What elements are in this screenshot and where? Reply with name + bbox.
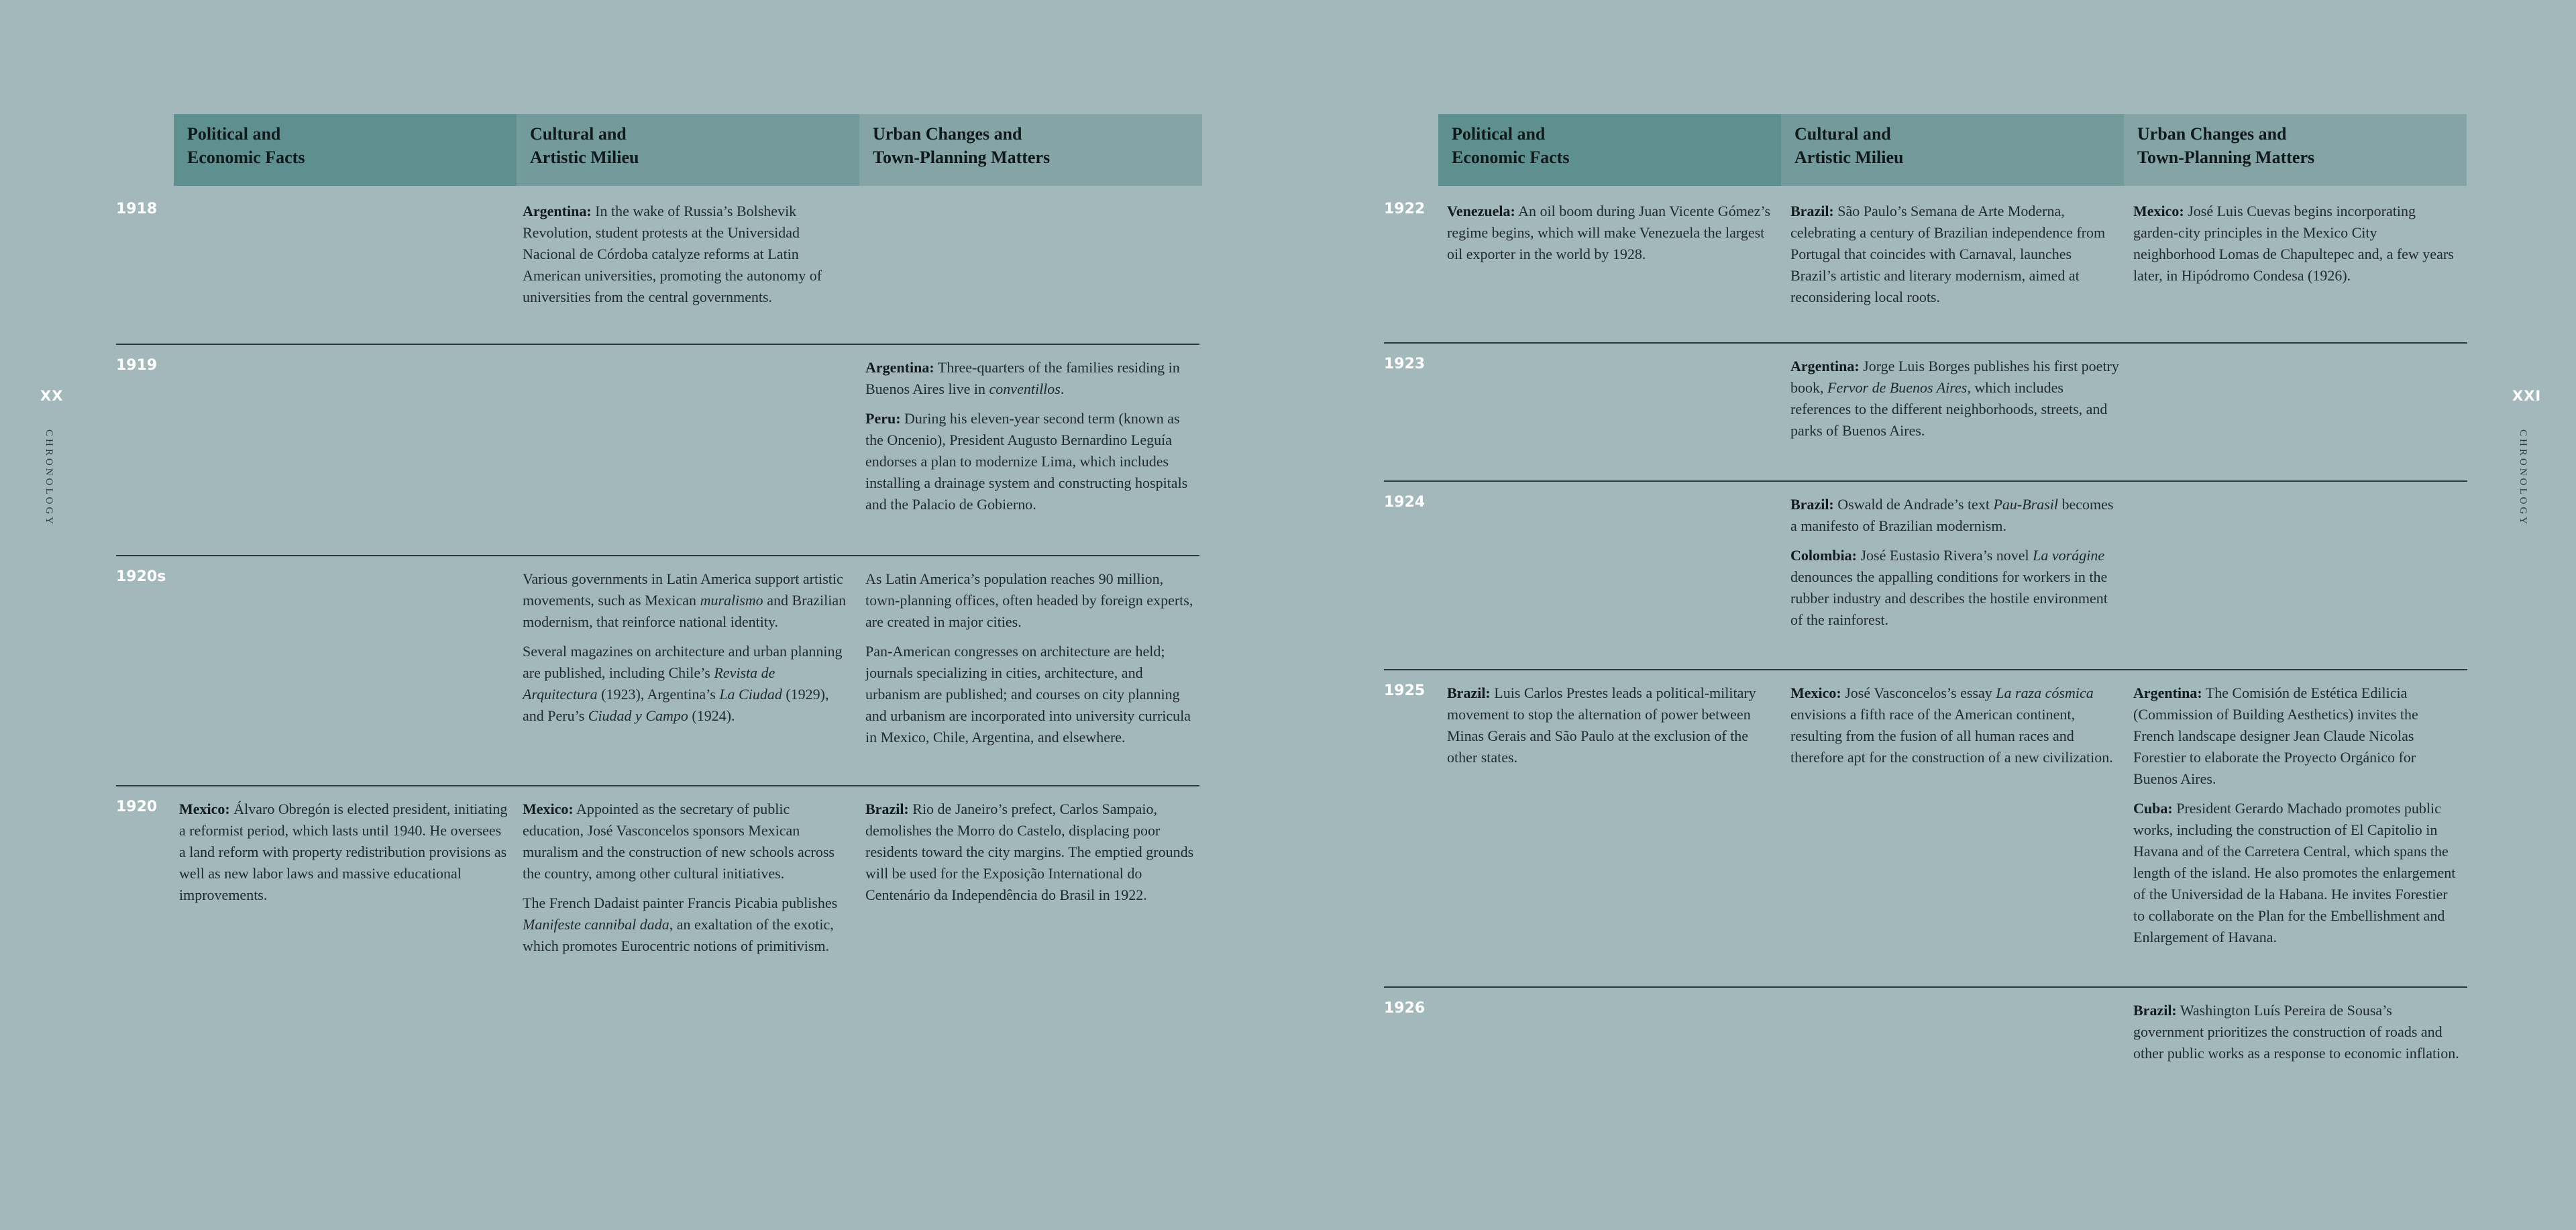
header-urban-line1: Urban Changes and [2137, 124, 2287, 144]
entry-text: . [1060, 380, 1065, 397]
entry-country: Argentina: [2133, 684, 2202, 701]
chronology-table-right [1384, 114, 2471, 1095]
entry [2133, 682, 2462, 790]
entry-country: Argentina: [523, 203, 592, 219]
entry-text: José Vasconcelos’s essay [1841, 684, 1996, 701]
entry-text: , which includes references to the different neighborhoods, streets, and parks of Buenos Aires. [1790, 379, 2108, 439]
entry-text: As Latin America’s population reaches 90 million, town-planning offices, often headed by foreign experts, are created in major cities. [865, 570, 1193, 630]
entry-text: Pan-American congresses on architecture are held; journals specializing in cities, architecture, and urbanism are published; and courses on city planning and urbanism are incorporated into university curricula in Mexico, Chile, Argentina, and elsewhere. [865, 643, 1191, 746]
entry-text: , an exaltation of the exotic, which promotes Eurocentric notions of primitivism. [523, 916, 834, 954]
entry-country: Brazil: [2133, 1002, 2177, 1019]
cell-cultural [1790, 201, 2119, 316]
entry-text: Various governments in Latin America support artistic movements, such as Mexican [523, 570, 843, 609]
entry-text: becomes a manifesto of Brazilian modernism. [1790, 496, 2114, 534]
table-row-1919 [116, 345, 1199, 556]
entry-italic: muralismo [700, 592, 763, 609]
entry-italic: Manifeste cannibal dada [523, 916, 669, 933]
cell-urban [865, 568, 1194, 756]
entry-country: Brazil: [1447, 684, 1491, 701]
entry-italic: Fervor de Buenos Aires [1827, 379, 1968, 396]
cell-urban [865, 357, 1194, 523]
header-cultural-line2: Artistic Milieu [1794, 148, 1904, 167]
entry [2133, 201, 2462, 287]
entry [865, 408, 1194, 515]
header-urban-line2: Town-Planning Matters [2137, 148, 2315, 167]
entry-country: Brazil: [1790, 203, 1834, 219]
row-year: 1919 [116, 357, 158, 374]
right-page [1288, 0, 2576, 1230]
entry-country: Argentina: [1790, 358, 1860, 374]
entry-text: envisions a fifth race of the American continent, resulting from the fusion of all human races and therefore apt for the construction of a new civilization. [1790, 706, 2113, 766]
cell-political [1447, 201, 1776, 273]
cell-urban [2133, 1000, 2462, 1072]
entry-text: Several magazines on architecture and urban planning are published, including Chile’s [523, 643, 843, 681]
header-cultural-line1: Cultural and [1794, 124, 1891, 144]
running-head: CHRONOLOGY [44, 429, 54, 527]
row-year: 1923 [1384, 356, 1426, 372]
row-year: 1918 [116, 201, 158, 217]
page-number: XX [40, 388, 64, 404]
row-year: 1920s [116, 568, 166, 585]
row-year: 1922 [1384, 201, 1426, 217]
entry [1447, 682, 1776, 768]
table-row-1925 [1384, 670, 2467, 988]
cell-cultural [1790, 682, 2119, 776]
entry [1447, 201, 1776, 265]
entry-text: Rio de Janeiro’s prefect, Carlos Sampaio, demolishes the Morro do Castelo, displacing poor residents toward the city margins. The emptied grounds will be used for the Exposição International do Centenário da Independência do Brasil in 1922. [865, 801, 1194, 903]
entry-country: Mexico: [179, 801, 230, 817]
cell-political [1447, 682, 1776, 776]
entry-country: Argentina: [865, 359, 934, 376]
entry-italic: La vorágine [2033, 547, 2105, 564]
entry [523, 201, 851, 308]
cell-cultural [523, 799, 851, 965]
table-row-1922 [1384, 201, 2467, 344]
entry-country: Mexico: [523, 801, 574, 817]
table-header [174, 114, 1203, 186]
header-political-line2: Economic Facts [187, 148, 305, 167]
cell-cultural [523, 201, 851, 316]
entry-text: During his eleven-year second term (known as the Oncenio), President Augusto Bernardino Leguía endorses a plan to modernize Lima, which includes installing a drainage system and constructing hospitals and the Palacio de Gobierno. [865, 410, 1188, 513]
entry [523, 641, 851, 727]
entry-text: José Luis Cuevas begins incorporating garden-city principles in the Mexico City neighborhood Lomas de Chapultepec and, a few years later, in Hipódromo Condesa (1926). [2133, 203, 2454, 284]
entry [1790, 682, 2119, 768]
cell-cultural [523, 568, 851, 735]
entry-italic: Ciudad y Campo [588, 707, 688, 724]
entry-text: An oil boom during Juan Vicente Gómez’s regime begins, which will make Venezuela the largest oil exporter in the world by 1928. [1447, 203, 1771, 262]
entry-country: Cuba: [2133, 800, 2173, 817]
header-cultural-line1: Cultural and [530, 124, 627, 144]
header-political-line1: Political and [187, 124, 281, 144]
header-urban-line2: Town-Planning Matters [873, 148, 1051, 167]
entry-text: (1923), Argentina’s [597, 686, 720, 703]
entry-country: Colombia: [1790, 547, 1857, 564]
entry-country: Peru: [865, 410, 901, 427]
header-cultural [517, 114, 859, 186]
running-head: CHRONOLOGY [2518, 429, 2528, 527]
header-political [1438, 114, 1781, 186]
chronology-table-left [116, 114, 1203, 1008]
entry-italic: La Ciudad [719, 686, 782, 703]
entry-text: Three-quarters of the families residing in Buenos Aires live in [865, 359, 1180, 397]
entry [523, 799, 851, 884]
header-cultural [1781, 114, 2124, 186]
table-row-1918 [116, 201, 1199, 345]
entry [865, 357, 1194, 400]
entry-text: Álvaro Obregón is elected president, initiating a reformist period, which lasts until 1940. He oversees a land reform with property redistribution provisions as well as new labor laws and massive educational improvements. [179, 801, 508, 903]
entry [1790, 356, 2119, 442]
entry-text: (1929), and Peru’s [523, 686, 829, 724]
cell-urban [2133, 201, 2462, 295]
entry [179, 799, 508, 906]
entry [1790, 494, 2119, 537]
entry [1790, 545, 2119, 631]
table-row-1920s [116, 556, 1199, 786]
entry [2133, 1000, 2462, 1064]
header-urban-line1: Urban Changes and [873, 124, 1022, 144]
entry [1790, 201, 2119, 308]
entry-text: São Paulo’s Semana de Arte Moderna, celebrating a century of Brazilian independence from Portugal that coincides with Carnaval, launches Brazil’s artistic and literary modernism, aimed at reconsidering local roots. [1790, 203, 2106, 305]
header-urban [859, 114, 1202, 186]
entry-text: Oswald de Andrade’s text [1833, 496, 1994, 513]
entry-country: Mexico: [1790, 684, 1841, 701]
entry-text: José Eustasio Rivera’s novel [1857, 547, 2033, 564]
entry-text: Washington Luís Pereira de Sousa’s government prioritizes the construction of roads and other public works as a response to economic inflation. [2133, 1002, 2459, 1062]
row-year: 1924 [1384, 494, 1426, 511]
table-row-1920 [116, 786, 1199, 1008]
entry [865, 641, 1194, 748]
entry-text: denounces the appalling conditions for workers in the rubber industry and describes the hostile environment of the rainforest. [1790, 568, 2108, 628]
header-political-line2: Economic Facts [1452, 148, 1570, 167]
entry-text: The French Dadaist painter Francis Picabia publishes [523, 894, 838, 911]
row-year: 1926 [1384, 1000, 1426, 1017]
entry-text: Appointed as the secretary of public education, José Vasconcelos sponsors Mexican muralism and the construction of new schools across the country, among other cultural initiatives. [523, 801, 835, 882]
entry-country: Brazil: [865, 801, 909, 817]
entry-text: Jorge Luis Borges publishes his first poetry book, [1790, 358, 2119, 396]
header-political-line1: Political and [1452, 124, 1546, 144]
entry-text: and Brazilian modernism, that reinforce national identity. [523, 592, 847, 630]
table-header [1438, 114, 2471, 186]
cell-political [179, 799, 508, 914]
cell-urban [2133, 682, 2462, 956]
row-year: 1920 [116, 799, 158, 815]
entry-italic: Revista de Arquitectura [523, 664, 775, 703]
entry [523, 568, 851, 633]
cell-cultural [1790, 494, 2119, 639]
entry-country: Brazil: [1790, 496, 1834, 513]
entry-text: Luis Carlos Prestes leads a political-military movement to stop the alternation of power between Minas Gerais and São Paulo at the exclusion of the other states. [1447, 684, 1756, 766]
table-row-1926 [1384, 988, 2467, 1095]
entry-text: In the wake of Russia’s Bolshevik Revolution, student protests at the Universidad Nacional de Córdoba catalyze reforms at Latin American universities, promoting the autonomy of universities from the central governments. [523, 203, 822, 305]
entry-country: Venezuela: [1447, 203, 1515, 219]
cell-cultural [1790, 356, 2119, 450]
entry-italic: La raza cósmica [1996, 684, 2094, 701]
cell-urban [865, 799, 1194, 914]
entry-italic: conventillos [989, 380, 1061, 397]
page-number: XXI [2512, 388, 2542, 404]
entry-text: (1924). [688, 707, 735, 724]
table-row-1923 [1384, 344, 2467, 482]
entry [523, 892, 851, 957]
header-cultural-line2: Artistic Milieu [530, 148, 639, 167]
entry [2133, 798, 2462, 948]
header-political [174, 114, 517, 186]
entry-text: The Comisión de Estética Edilicia (Commission of Building Aesthetics) invites the French landscape designer Jean Claude Nicolas Forestier to elaborate the Proyecto Orgánico for Buenos Aires. [2133, 684, 2418, 787]
entry-italic: Pau-Brasil [1993, 496, 2058, 513]
entry [865, 799, 1194, 906]
entry-text: President Gerardo Machado promotes public works, including the construction of El Capitolio in Havana and of the Carretera Central, which spans the length of the island. He also promotes the enlargement of the Universidad de la Habana. He invites Forestier to collaborate on the Plan for the Embellishment and Enlargement of Havana. [2133, 800, 2456, 945]
table-row-1924 [1384, 482, 2467, 670]
row-year: 1925 [1384, 682, 1426, 699]
header-urban [2124, 114, 2467, 186]
entry-country: Mexico: [2133, 203, 2184, 219]
entry [865, 568, 1194, 633]
